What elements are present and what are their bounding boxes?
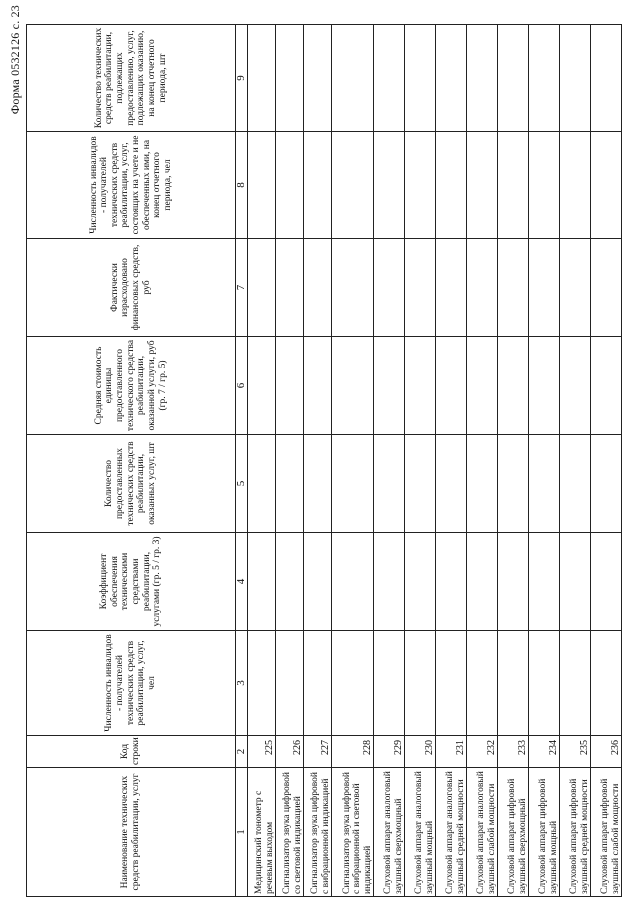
value-cell[interactable] bbox=[304, 631, 332, 736]
value-cell[interactable] bbox=[498, 435, 529, 533]
col-header: Код строки bbox=[27, 736, 236, 768]
value-cell[interactable] bbox=[374, 132, 405, 239]
value-cell[interactable] bbox=[332, 239, 374, 337]
value-cell[interactable] bbox=[374, 239, 405, 337]
col-header: Количество технических средств реабилитации, подлежащих предоставлению, услуг, подлежащих оказанию, на конец отчетного периода, шт bbox=[27, 25, 236, 132]
value-cell[interactable] bbox=[374, 25, 405, 132]
value-cell[interactable] bbox=[467, 25, 498, 132]
value-cell[interactable] bbox=[591, 533, 622, 631]
report-table bbox=[26, 24, 622, 897]
value-cell[interactable] bbox=[248, 337, 276, 435]
value-cell[interactable] bbox=[304, 132, 332, 239]
value-cell[interactable] bbox=[591, 337, 622, 435]
col-number: 4 bbox=[236, 533, 248, 631]
value-cell[interactable] bbox=[332, 25, 374, 132]
value-cell[interactable] bbox=[560, 631, 591, 736]
row-code: 234 bbox=[529, 736, 560, 768]
value-cell[interactable] bbox=[248, 533, 276, 631]
table-row bbox=[560, 25, 591, 897]
value-cell[interactable] bbox=[467, 337, 498, 435]
row-code: 229 bbox=[374, 736, 405, 768]
value-cell[interactable] bbox=[560, 435, 591, 533]
value-cell[interactable] bbox=[332, 435, 374, 533]
col-header: Численность инвалидов - получателей технических средств реабилитации, услуг, чел bbox=[27, 631, 236, 736]
table-row bbox=[276, 25, 304, 897]
table-row bbox=[529, 25, 560, 897]
value-cell[interactable] bbox=[304, 25, 332, 132]
value-cell[interactable] bbox=[560, 132, 591, 239]
value-cell[interactable] bbox=[498, 132, 529, 239]
table-row bbox=[374, 25, 405, 897]
value-cell[interactable] bbox=[436, 435, 467, 533]
value-cell[interactable] bbox=[436, 25, 467, 132]
value-cell[interactable] bbox=[276, 239, 304, 337]
value-cell[interactable] bbox=[560, 25, 591, 132]
col-number: 9 bbox=[236, 25, 248, 132]
row-name: Сигнализатор звука цифровой с вибрационной и световой индикацией bbox=[332, 768, 374, 897]
value-cell[interactable] bbox=[248, 631, 276, 736]
col-header: Фактически израсходовано финансовых средств, руб bbox=[27, 239, 236, 337]
table-row bbox=[498, 25, 529, 897]
value-cell[interactable] bbox=[276, 132, 304, 239]
value-cell[interactable] bbox=[405, 132, 436, 239]
value-cell[interactable] bbox=[467, 132, 498, 239]
value-cell[interactable] bbox=[276, 435, 304, 533]
value-cell[interactable] bbox=[374, 631, 405, 736]
col-header: Коэффициент обеспечения техническими средствами реабилитации, услугами (гр. 5 / гр. 3) bbox=[27, 533, 236, 631]
value-cell[interactable] bbox=[436, 631, 467, 736]
value-cell[interactable] bbox=[304, 337, 332, 435]
value-cell[interactable] bbox=[591, 631, 622, 736]
row-code: 232 bbox=[467, 736, 498, 768]
value-cell[interactable] bbox=[405, 631, 436, 736]
value-cell[interactable] bbox=[248, 25, 276, 132]
value-cell[interactable] bbox=[560, 337, 591, 435]
row-name: Слуховой аппарат аналоговый заушный мощный bbox=[405, 768, 436, 897]
value-cell[interactable] bbox=[332, 631, 374, 736]
value-cell[interactable] bbox=[529, 435, 560, 533]
table-row bbox=[591, 25, 622, 897]
col-header: Численность инвалидов - получателей технических средств реабилитации, услуг, состоящих на учете и не обеспеченных ими, на конец отчетного периода, чел bbox=[27, 132, 236, 239]
row-name: Сигнализатор звука цифровой с вибрационной индикацией bbox=[304, 768, 332, 897]
value-cell[interactable] bbox=[591, 25, 622, 132]
value-cell[interactable] bbox=[248, 239, 276, 337]
row-code: 225 bbox=[248, 736, 276, 768]
value-cell[interactable] bbox=[560, 239, 591, 337]
value-cell[interactable] bbox=[467, 631, 498, 736]
table-row bbox=[304, 25, 332, 897]
row-name: Сигнализатор звука цифровой со световой индикацией bbox=[276, 768, 304, 897]
value-cell[interactable] bbox=[467, 533, 498, 631]
value-cell[interactable] bbox=[248, 132, 276, 239]
value-cell[interactable] bbox=[529, 533, 560, 631]
col-number: 5 bbox=[236, 435, 248, 533]
row-code: 230 bbox=[405, 736, 436, 768]
header-row bbox=[27, 25, 236, 897]
row-name: Слуховой аппарат цифровой заушный мощный bbox=[529, 768, 560, 897]
value-cell[interactable] bbox=[498, 631, 529, 736]
value-cell[interactable] bbox=[332, 132, 374, 239]
value-cell[interactable] bbox=[436, 239, 467, 337]
col-number: 3 bbox=[236, 631, 248, 736]
row-name: Слуховой аппарат цифровой заушный средней мощности bbox=[560, 768, 591, 897]
value-cell[interactable] bbox=[405, 337, 436, 435]
value-cell[interactable] bbox=[332, 533, 374, 631]
col-number: 8 bbox=[236, 132, 248, 239]
table-row bbox=[467, 25, 498, 897]
row-code: 235 bbox=[560, 736, 591, 768]
value-cell[interactable] bbox=[276, 337, 304, 435]
value-cell[interactable] bbox=[276, 533, 304, 631]
value-cell[interactable] bbox=[591, 239, 622, 337]
row-name: Слуховой аппарат аналоговый заушный сверхмощный bbox=[374, 768, 405, 897]
row-name: Слуховой аппарат аналоговый заушный слабой мощности bbox=[467, 768, 498, 897]
row-code: 226 bbox=[276, 736, 304, 768]
value-cell[interactable] bbox=[498, 239, 529, 337]
row-name: Слуховой аппарат аналоговый заушный средней мощности bbox=[436, 768, 467, 897]
value-cell[interactable] bbox=[529, 631, 560, 736]
row-code: 236 bbox=[591, 736, 622, 768]
value-cell[interactable] bbox=[304, 239, 332, 337]
value-cell[interactable] bbox=[560, 533, 591, 631]
value-cell[interactable] bbox=[405, 25, 436, 132]
col-header: Средняя стоимость единицы предоставленного технического средства реабилитации, оказанной услуги, руб (гр. 7 / гр. 5) bbox=[27, 337, 236, 435]
value-cell[interactable] bbox=[405, 239, 436, 337]
value-cell[interactable] bbox=[248, 435, 276, 533]
row-name: Медицинский тонометр с речевым выходом bbox=[248, 768, 276, 897]
row-name: Слуховой аппарат цифровой заушный слабой мощности bbox=[591, 768, 622, 897]
table-row bbox=[332, 25, 374, 897]
row-code: 228 bbox=[332, 736, 374, 768]
value-cell[interactable] bbox=[304, 533, 332, 631]
value-cell[interactable] bbox=[374, 435, 405, 533]
col-number: 2 bbox=[236, 736, 248, 768]
value-cell[interactable] bbox=[467, 435, 498, 533]
value-cell[interactable] bbox=[374, 337, 405, 435]
table-row bbox=[248, 25, 276, 897]
value-cell[interactable] bbox=[436, 337, 467, 435]
value-cell[interactable] bbox=[405, 533, 436, 631]
value-cell[interactable] bbox=[498, 25, 529, 132]
table-row bbox=[405, 25, 436, 897]
value-cell[interactable] bbox=[498, 533, 529, 631]
value-cell[interactable] bbox=[276, 631, 304, 736]
value-cell[interactable] bbox=[498, 337, 529, 435]
value-cell[interactable] bbox=[591, 132, 622, 239]
row-code: 227 bbox=[304, 736, 332, 768]
row-code: 231 bbox=[436, 736, 467, 768]
col-number: 7 bbox=[236, 239, 248, 337]
value-cell[interactable] bbox=[304, 435, 332, 533]
value-cell[interactable] bbox=[529, 25, 560, 132]
col-header: Количество предоставленных технических средств реабилитации, оказанных услуг, шт bbox=[27, 435, 236, 533]
row-name: Слуховой аппарат цифровой заушный сверхмощный bbox=[498, 768, 529, 897]
value-cell[interactable] bbox=[276, 25, 304, 132]
value-cell[interactable] bbox=[529, 239, 560, 337]
value-cell[interactable] bbox=[467, 239, 498, 337]
col-number: 6 bbox=[236, 337, 248, 435]
value-cell[interactable] bbox=[529, 337, 560, 435]
value-cell[interactable] bbox=[374, 533, 405, 631]
table-row bbox=[436, 25, 467, 897]
col-header: Наименование технических средств реабилитации, услуг bbox=[27, 768, 236, 897]
value-cell[interactable] bbox=[436, 132, 467, 239]
form-code: Форма 0532126 с. 23 bbox=[8, 5, 22, 115]
value-cell[interactable] bbox=[405, 435, 436, 533]
column-number-row bbox=[236, 25, 248, 897]
value-cell[interactable] bbox=[529, 132, 560, 239]
row-code: 233 bbox=[498, 736, 529, 768]
value-cell[interactable] bbox=[436, 533, 467, 631]
value-cell[interactable] bbox=[591, 435, 622, 533]
col-number: 1 bbox=[236, 768, 248, 897]
value-cell[interactable] bbox=[332, 337, 374, 435]
